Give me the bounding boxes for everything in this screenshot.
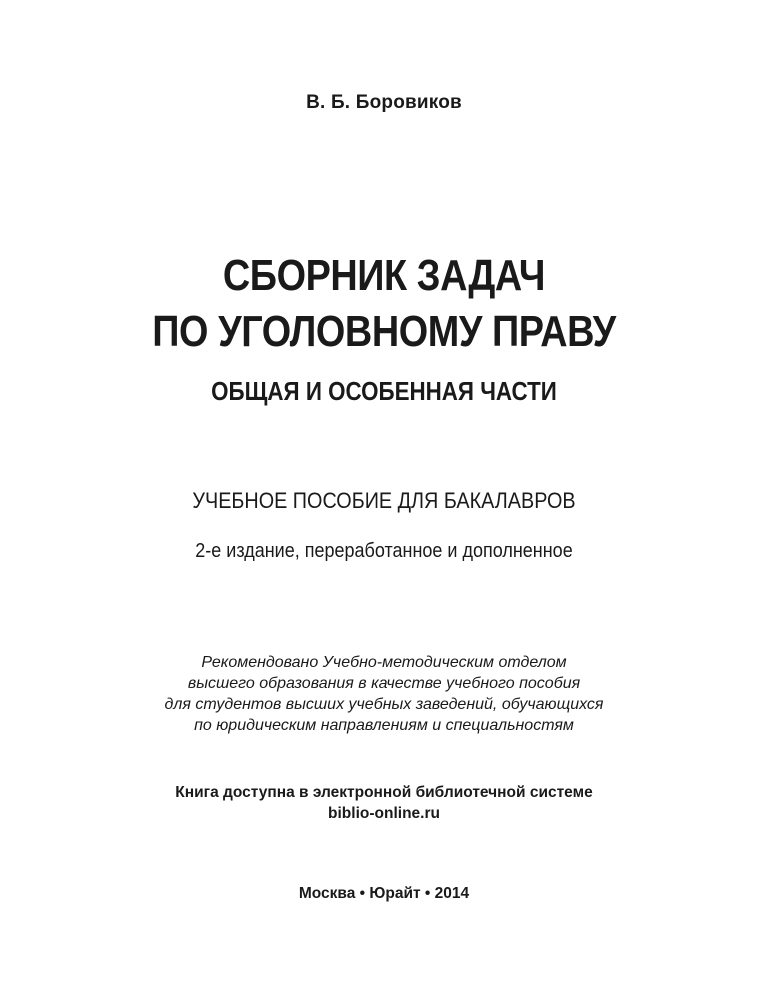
imprint-line: Москва • Юрайт • 2014 [298,885,470,902]
book-title [0,248,768,360]
recommendation-line-3: для студентов высших учебных заведений, обучающихся [164,696,604,713]
recommendation-line-1: Рекомендовано Учебно-методическим отделом [201,654,567,671]
recommendation-line-2: высшего образования в качестве учебного пособия [187,675,581,692]
author-name: В. Б. Боровиков [306,92,462,113]
title-line-1: СБОРНИК ЗАДАЧ [222,251,546,300]
library-availability [0,782,768,824]
library-url: biblio-online.ru [328,805,440,822]
recommendation-line-4: по юридическим направлениям и специальностям [194,717,574,734]
publication-kind: УЧЕБНОЕ ПОСОБИЕ ДЛЯ БАКАЛАВРОВ [192,488,576,513]
title-line-2: ПО УГОЛОВНОМУ ПРАВУ [152,307,616,356]
book-subtitle: ОБЩАЯ И ОСОБЕННАЯ ЧАСТИ [211,376,557,406]
recommendation-note [0,652,768,736]
edition-note: 2-е издание, переработанное и дополненное [195,540,573,562]
library-line-1: Книга доступна в электронной библиотечной системе [175,784,593,801]
